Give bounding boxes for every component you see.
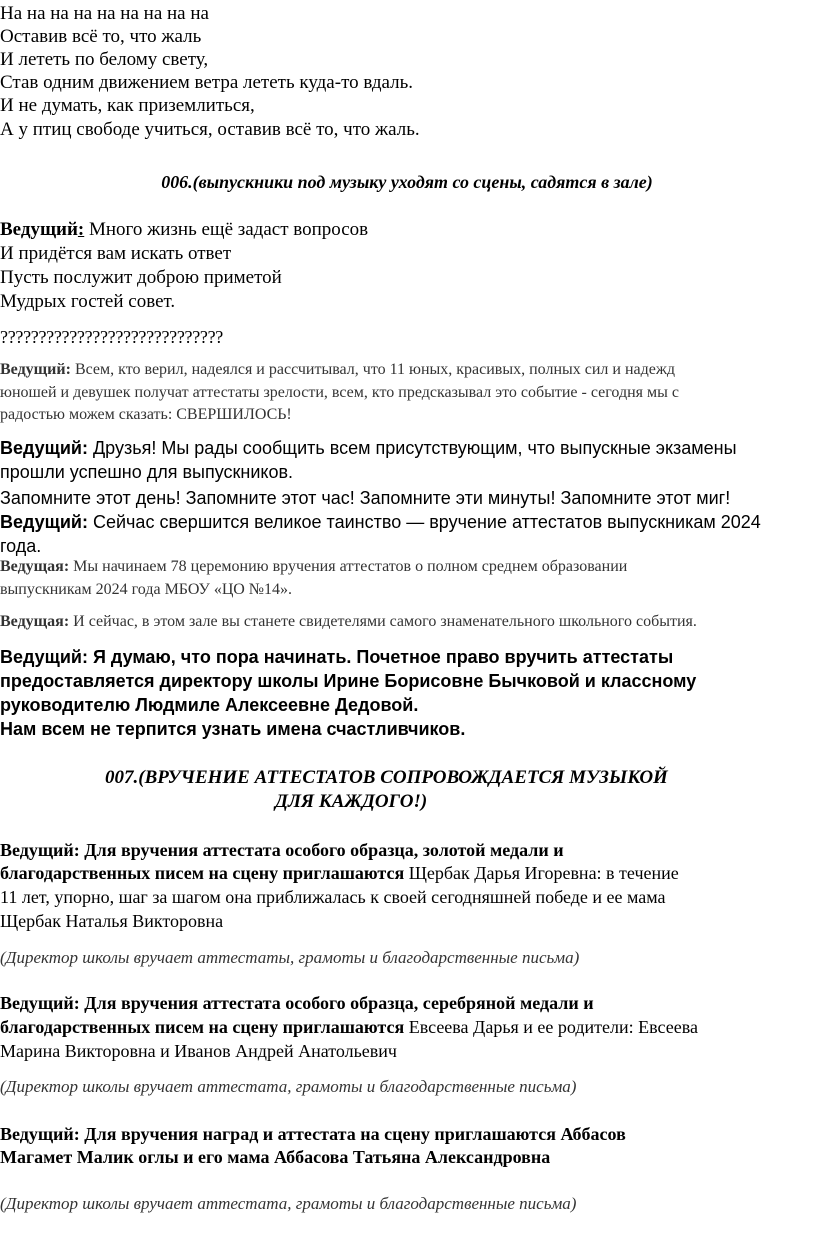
award-gold-names: Щербак Дарья Игоревна: в течение (404, 863, 679, 883)
speaker-label: Ведущий: (0, 438, 88, 458)
para-ceremony-line (0, 556, 627, 577)
para-text: Мы начинаем 78 церемонию вручения аттестатов о полном среднем образовании (69, 558, 628, 575)
para-believed-line: юношей и девушек получат аттестаты зрелости, всем, кто предсказывал это событие - сегодня мы с (0, 384, 679, 401)
verse-line: Мудрых гостей совет. (0, 291, 176, 312)
award-silver-bold: благодарственных писем на сцену приглашаются (0, 1017, 405, 1037)
award-silver-line: Ведущий: Для вручения аттестата особого образца, серебряной медали и (0, 993, 594, 1013)
speaker-label: Ведущий: (0, 361, 71, 378)
stage-cue-006: 006.(выпускники под музыку уходят со сцены, садятся в зале) (161, 172, 653, 192)
para-text: И сейчас, в этом зале вы станете свидетелями самого знаменательного школьного события. (69, 613, 697, 630)
para-begin-line: предоставляется директору школы Ирине Борисовне Бычковой и классному (0, 671, 697, 691)
poem-line: И не думать, как приземлиться, (0, 95, 255, 116)
para-believed-line (0, 359, 675, 380)
question-marks: ????????????????????????????? (0, 327, 223, 347)
para-friends-line (0, 437, 737, 460)
award-gold-line: Щербак Наталья Викторовна (0, 911, 224, 931)
para-begin-line: Ведущий: Я думаю, что пора начинать. Почетное право вручить аттестаты (0, 647, 674, 667)
award-abbasov-line: Ведущий: Для вручения наград и аттестата на сцену приглашаются Аббасов (0, 1124, 626, 1144)
para-witness-line (0, 611, 697, 632)
poem-line: А у птиц свободе учиться, оставив всё то, что жаль. (0, 119, 420, 140)
para-sacrament-line: года. (0, 536, 42, 556)
verse-text: Много жизнь ещё задаст вопросов (84, 219, 369, 240)
para-ceremony-line: выпускникам 2024 года МБОУ «ЦО №14». (0, 581, 293, 598)
poem-line: И лететь по белому свету, (0, 49, 209, 70)
award-abbasov-line: Магамет Малик оглы и его мама Аббасова Татьяна Александровна (0, 1147, 551, 1167)
poem-line: На на на на на на на на на (0, 3, 209, 24)
director-note: (Директор школы вручает аттестаты, грамоты и благодарственные письма) (0, 948, 580, 967)
poem-line: Став одним движением ветра лететь куда-то вдаль. (0, 72, 414, 93)
stage-cue-007-line: ДЛЯ КАЖДОГО!) (275, 791, 428, 812)
award-gold-bold: благодарственных писем на сцену приглашаются (0, 863, 405, 883)
verse-line: Пусть послужит доброю приметой (0, 267, 282, 288)
para-text: Друзья! Мы рады сообщить всем присутствующим, что выпускные экзамены (87, 438, 737, 458)
para-begin-line: руководителю Людмиле Алексеевне Дедовой. (0, 695, 419, 715)
stage-cue-007-line: 007.(ВРУЧЕНИЕ АТТЕСТАТОВ СОПРОВОЖДАЕТСЯ МУЗЫКОЙ (105, 767, 668, 788)
verse-line: И придётся вам искать ответ (0, 243, 232, 264)
speaker-label: Ведущий (0, 219, 78, 240)
para-text: Сейчас свершится великое таинство — вручение аттестатов выпускникам 2024 (87, 512, 761, 532)
award-silver-line: Марина Викторовна и Иванов Андрей Анатольевич (0, 1041, 397, 1061)
speaker-label: Ведущий: (0, 512, 88, 532)
para-friends-line: Запомните этот день! Запомните этот час! Запомните эти минуты! Запомните этот миг! (0, 488, 731, 508)
speaker-label: Ведущая: (0, 613, 70, 630)
speaker-colon: : (77, 219, 85, 240)
award-silver-line (0, 1016, 698, 1039)
award-gold-line: Ведущий: Для вручения аттестата особого образца, золотой медали и (0, 840, 564, 860)
director-note: (Директор школы вручает аттестата, грамоты и благодарственные письма) (0, 1194, 577, 1213)
para-believed-line: радостью можем сказать: СВЕРШИЛОСЬ! (0, 406, 292, 423)
para-sacrament-line (0, 511, 761, 534)
para-friends-line: прошли успешно для выпускников. (0, 462, 294, 482)
award-gold-line: 11 лет, упорно, шаг за шагом она приближалась к своей сегодняшней победе и ее мама (0, 887, 666, 907)
host-verse-first-line (0, 218, 368, 241)
para-text: Всем, кто верил, надеялся и рассчитывал, что 11 юных, красивых, полных сил и надежд (70, 361, 676, 378)
para-begin-line: Нам всем не терпится узнать имена счастливчиков. (0, 719, 466, 739)
director-note: (Директор школы вручает аттестата, грамоты и благодарственные письма) (0, 1077, 577, 1096)
speaker-label: Ведущая: (0, 558, 70, 575)
poem-line: Оставив всё то, что жаль (0, 26, 202, 47)
award-gold-line (0, 862, 679, 885)
award-silver-names: Евсеева Дарья и ее родители: Евсеева (404, 1017, 698, 1037)
